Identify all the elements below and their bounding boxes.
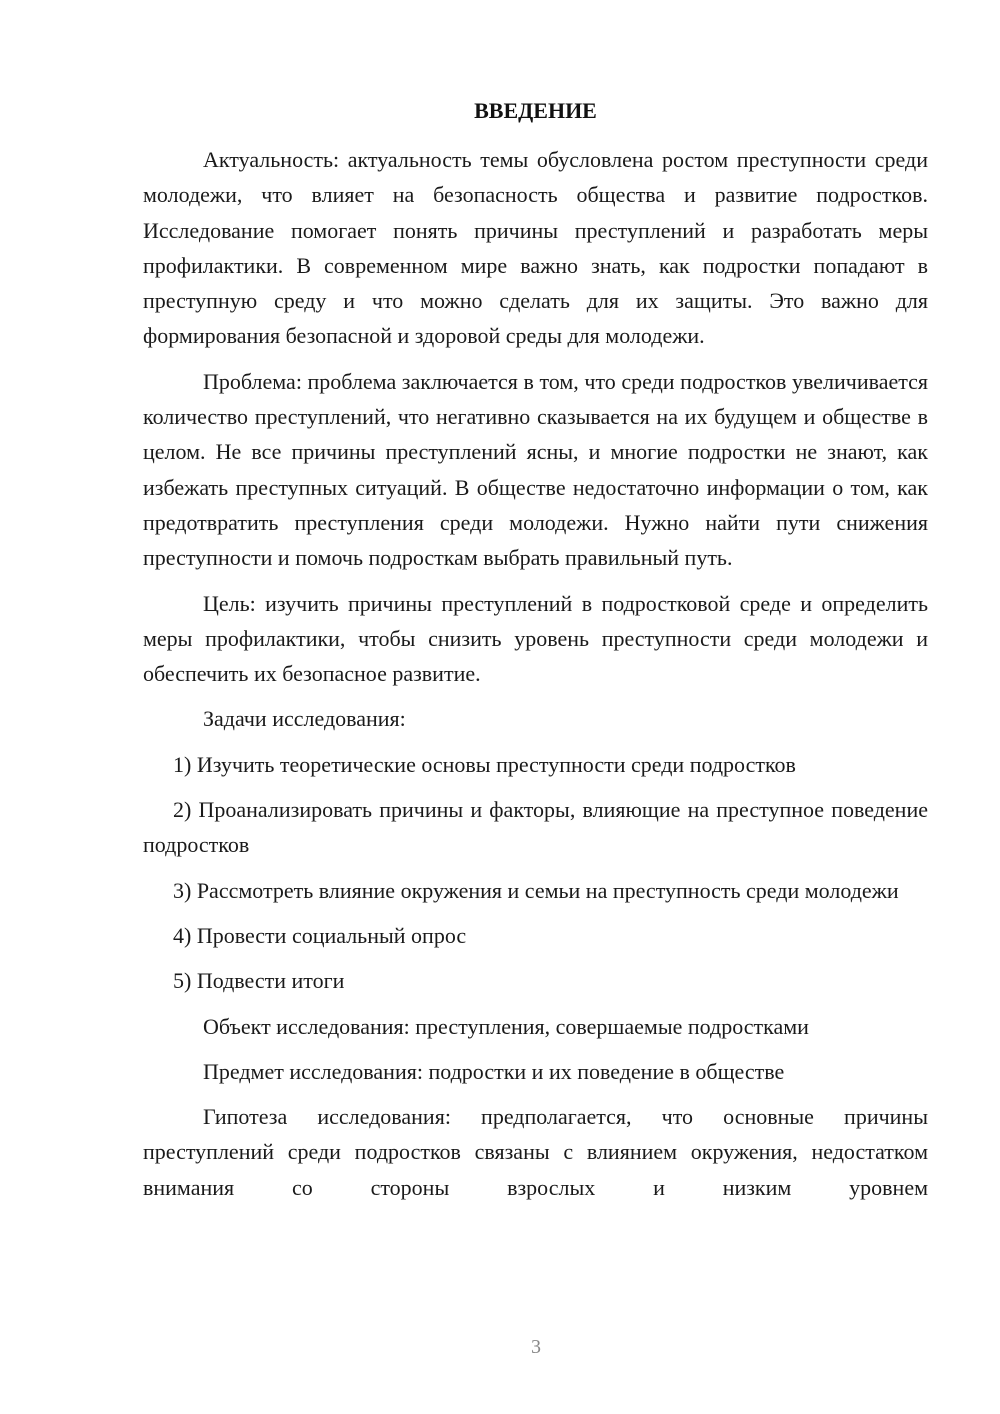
paragraph-goal: Цель: изучить причины преступлений в подростковой среде и определить меры профилактики, чтобы снизить уровень преступности среди молодежи и обеспечить их безопасное развитие. bbox=[143, 590, 928, 687]
task-item-2: 2) Проанализировать причины и факторы, влияющие на преступное поведение подростков bbox=[143, 797, 928, 858]
page-number: 3 bbox=[531, 1336, 541, 1358]
document-body bbox=[143, 142, 928, 1215]
paragraph-relevance: Актуальность: актуальность темы обусловлена ростом преступности среди молодежи, что влияет на безопасность общества и развитие подростков. Исследование помогает понять причины преступлений и разработать меры профилактики. В современном мире важно знать, как подростки попадают в преступную среду и что можно сделать для их защиты. Это важно для формирования безопасной и здоровой среды для молодежи. bbox=[143, 147, 928, 349]
paragraph-hypothesis: Гипотеза исследования: предполагается, что основные причины преступлений среди подростков связаны с влиянием окружения, недостатком внимания со стороны взрослых и низким уровнем bbox=[143, 1104, 928, 1200]
paragraph-tasks-heading: Задачи исследования: bbox=[203, 706, 406, 732]
page-title: ВВЕДЕНИЕ bbox=[474, 98, 597, 123]
task-item-3: 3) Рассмотреть влияние окружения и семьи на преступность среди молодежи bbox=[173, 877, 899, 903]
task-item-1: 1) Изучить теоретические основы преступности среди подростков bbox=[173, 751, 796, 777]
task-item-5: 5) Подвести итоги bbox=[173, 968, 345, 994]
paragraph-research-subject: Предмет исследования: подростки и их поведение в обществе bbox=[203, 1058, 785, 1084]
task-item-4: 4) Провести социальный опрос bbox=[173, 922, 467, 948]
paragraph-problem: Проблема: проблема заключается в том, что среди подростков увеличивается количество преступлений, что негативно сказывается на их будущем и обществе в целом. Не все причины преступлений ясны, и многие подростки не знают, как избежать преступных ситуаций. В обществе недостаточно информации о том, как предотвратить преступления среди молодежи. Нужно найти пути снижения преступности и помочь подросткам выбрать правильный путь. bbox=[143, 368, 928, 571]
paragraph-research-object: Объект исследования: преступления, совершаемые подростками bbox=[203, 1013, 809, 1039]
